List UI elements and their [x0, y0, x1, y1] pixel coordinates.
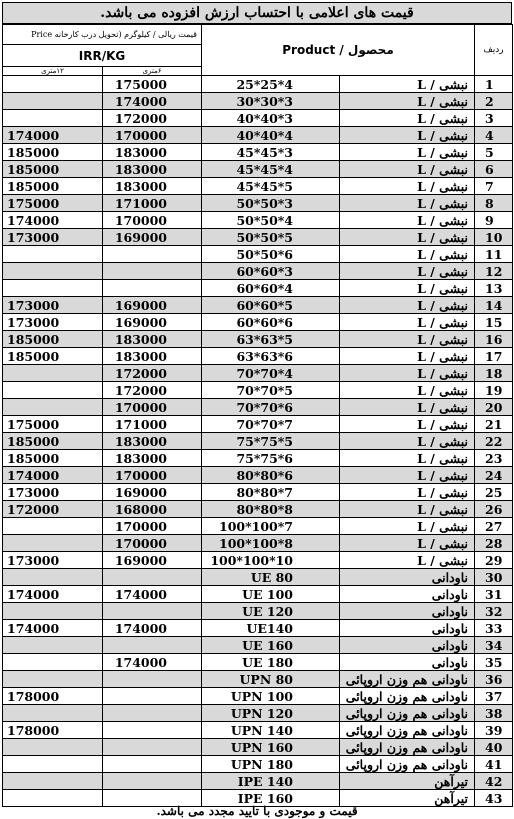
size-cell: 75*75*6 — [202, 450, 340, 467]
table-row — [3, 314, 513, 331]
length-12m-header: ۱۲متری — [3, 67, 103, 76]
product-cell: نبشی / L — [340, 297, 475, 314]
table-row — [3, 212, 513, 229]
table-row — [3, 705, 513, 722]
price-12m-cell — [3, 518, 103, 535]
index-cell: 21 — [475, 416, 513, 433]
table-row — [3, 263, 513, 280]
price-6m-cell: 174000 — [103, 654, 202, 671]
product-cell: ناودانی — [340, 603, 475, 620]
table-row — [3, 144, 513, 161]
product-cell: ناودانی — [340, 637, 475, 654]
price-12m-cell: 175000 — [3, 195, 103, 212]
price-6m-cell — [103, 722, 202, 739]
table-row — [3, 756, 513, 773]
price-table — [2, 24, 513, 807]
price-6m-cell: 170000 — [103, 399, 202, 416]
size-cell: UE 160 — [202, 637, 340, 654]
price-12m-cell: 173000 — [3, 297, 103, 314]
product-cell: نبشی / L — [340, 314, 475, 331]
product-cell: نبشی / L — [340, 467, 475, 484]
product-cell: نبشی / L — [340, 518, 475, 535]
price-6m-cell — [103, 756, 202, 773]
price-12m-cell — [3, 739, 103, 756]
size-cell: 70*70*7 — [202, 416, 340, 433]
price-6m-cell — [103, 246, 202, 263]
index-cell: 7 — [475, 178, 513, 195]
product-header — [202, 25, 475, 76]
price-6m-cell: 170000 — [103, 127, 202, 144]
table-row — [3, 773, 513, 790]
index-cell: 43 — [475, 790, 513, 807]
size-cell: 50*50*3 — [202, 195, 340, 212]
price-12m-cell — [3, 569, 103, 586]
price-12m-cell — [3, 382, 103, 399]
table-row — [3, 671, 513, 688]
index-cell: 22 — [475, 433, 513, 450]
index-cell: 17 — [475, 348, 513, 365]
table-row — [3, 280, 513, 297]
price-12m-cell: 174000 — [3, 127, 103, 144]
price-12m-cell — [3, 535, 103, 552]
price-12m-cell: 172000 — [3, 501, 103, 518]
price-6m-cell: 168000 — [103, 501, 202, 518]
price-6m-cell — [103, 773, 202, 790]
price-12m-cell — [3, 93, 103, 110]
size-cell: 80*80*8 — [202, 501, 340, 518]
product-cell: ناودانی هم وزن اروپائی — [340, 671, 475, 688]
footer-note: قیمت و موجودی با تایید مجدد می باشد. — [156, 804, 358, 818]
table-row — [3, 722, 513, 739]
product-cell: نبشی / L — [340, 178, 475, 195]
index-cell: 14 — [475, 297, 513, 314]
product-cell: نبشی / L — [340, 484, 475, 501]
product-cell: ناودانی هم وزن اروپائی — [340, 688, 475, 705]
index-cell: 31 — [475, 586, 513, 603]
size-cell: UE 80 — [202, 569, 340, 586]
index-cell: 28 — [475, 535, 513, 552]
price-12m-cell: 174000 — [3, 586, 103, 603]
price-12m-cell: 185000 — [3, 331, 103, 348]
table-row — [3, 484, 513, 501]
table-row — [3, 501, 513, 518]
size-cell: 60*60*4 — [202, 280, 340, 297]
price-12m-cell — [3, 399, 103, 416]
price-12m-cell: 173000 — [3, 552, 103, 569]
price-6m-cell: 183000 — [103, 161, 202, 178]
index-cell: 6 — [475, 161, 513, 178]
price-6m-cell: 170000 — [103, 212, 202, 229]
table-row — [3, 297, 513, 314]
product-cell: نبشی / L — [340, 195, 475, 212]
price-6m-cell: 170000 — [103, 518, 202, 535]
price-12m-cell: 185000 — [3, 348, 103, 365]
size-cell: 70*70*5 — [202, 382, 340, 399]
price-6m-cell — [103, 603, 202, 620]
size-cell: 25*25*4 — [202, 76, 340, 93]
index-cell: 20 — [475, 399, 513, 416]
product-cell: نبشی / L — [340, 246, 475, 263]
table-row — [3, 637, 513, 654]
price-6m-cell: 172000 — [103, 110, 202, 127]
index-cell: 23 — [475, 450, 513, 467]
index-cell: 25 — [475, 484, 513, 501]
size-cell: 50*50*6 — [202, 246, 340, 263]
price-12m-cell: 173000 — [3, 229, 103, 246]
product-header-en: Product / — [282, 43, 344, 57]
product-cell: نبشی / L — [340, 382, 475, 399]
size-cell: IPE 160 — [202, 790, 340, 807]
size-cell: 80*80*6 — [202, 467, 340, 484]
index-cell: 24 — [475, 467, 513, 484]
index-cell: 15 — [475, 314, 513, 331]
product-cell: نبشی / L — [340, 263, 475, 280]
size-cell: 80*80*7 — [202, 484, 340, 501]
index-cell: 8 — [475, 195, 513, 212]
size-cell: 45*45*4 — [202, 161, 340, 178]
price-12m-cell — [3, 263, 103, 280]
table-row — [3, 654, 513, 671]
table-row — [3, 76, 513, 93]
price-12m-cell: 185000 — [3, 161, 103, 178]
size-cell: UE 120 — [202, 603, 340, 620]
product-cell: نبشی / L — [340, 433, 475, 450]
size-cell: UPN 120 — [202, 705, 340, 722]
product-cell: نبشی / L — [340, 144, 475, 161]
product-cell: نبشی / L — [340, 331, 475, 348]
index-header: ردیف — [475, 25, 513, 76]
product-cell: نبشی / L — [340, 229, 475, 246]
product-cell: ناودانی هم وزن اروپائی — [340, 739, 475, 756]
product-cell: ناودانی هم وزن اروپائی — [340, 722, 475, 739]
size-cell: 60*60*5 — [202, 297, 340, 314]
price-6m-cell: 183000 — [103, 144, 202, 161]
price-6m-cell — [103, 671, 202, 688]
table-row — [3, 603, 513, 620]
size-cell: 70*70*6 — [202, 399, 340, 416]
price-6m-cell: 183000 — [103, 178, 202, 195]
price-12m-cell — [3, 654, 103, 671]
price-6m-cell: 183000 — [103, 433, 202, 450]
product-cell: نبشی / L — [340, 93, 475, 110]
index-cell: 34 — [475, 637, 513, 654]
product-cell: ناودانی — [340, 620, 475, 637]
product-cell: ناودانی — [340, 654, 475, 671]
index-cell: 12 — [475, 263, 513, 280]
table-row — [3, 365, 513, 382]
product-cell: نبشی / L — [340, 161, 475, 178]
table-row — [3, 127, 513, 144]
size-cell: 63*63*6 — [202, 348, 340, 365]
price-12m-cell: 173000 — [3, 484, 103, 501]
table-row — [3, 399, 513, 416]
product-header-fa: محصول — [347, 43, 394, 57]
product-cell: نبشی / L — [340, 450, 475, 467]
price-12m-cell — [3, 110, 103, 127]
price-6m-cell: 172000 — [103, 365, 202, 382]
price-6m-cell — [103, 688, 202, 705]
price-12m-cell — [3, 773, 103, 790]
price-6m-cell — [103, 739, 202, 756]
table-row — [3, 552, 513, 569]
index-cell: 4 — [475, 127, 513, 144]
table-row — [3, 586, 513, 603]
size-cell: 75*75*5 — [202, 433, 340, 450]
table-row — [3, 450, 513, 467]
product-cell: نبشی / L — [340, 501, 475, 518]
table-row — [3, 93, 513, 110]
table-row — [3, 569, 513, 586]
price-6m-cell: 183000 — [103, 348, 202, 365]
price-12m-cell: 178000 — [3, 722, 103, 739]
price-6m-cell: 175000 — [103, 76, 202, 93]
price-12m-cell — [3, 246, 103, 263]
price-12m-cell: 173000 — [3, 314, 103, 331]
table-row — [3, 739, 513, 756]
table-row — [3, 433, 513, 450]
product-cell: نبشی / L — [340, 110, 475, 127]
size-cell: UPN 80 — [202, 671, 340, 688]
product-cell: نبشی / L — [340, 552, 475, 569]
price-6m-cell — [103, 569, 202, 586]
vat-notice-banner: قیمت های اعلامی با احتساب ارزش افزوده می باشد. — [2, 2, 512, 24]
price-12m-cell: 175000 — [3, 416, 103, 433]
price-6m-cell — [103, 637, 202, 654]
index-cell: 42 — [475, 773, 513, 790]
product-cell: نبشی / L — [340, 365, 475, 382]
price-6m-cell: 172000 — [103, 382, 202, 399]
price-12m-cell: 185000 — [3, 178, 103, 195]
product-cell: تیرآهن — [340, 790, 475, 807]
price-12m-cell: 185000 — [3, 450, 103, 467]
product-cell: ناودانی — [340, 569, 475, 586]
index-cell: 37 — [475, 688, 513, 705]
product-cell: نبشی / L — [340, 76, 475, 93]
price-12m-cell: 185000 — [3, 144, 103, 161]
product-cell: نبشی / L — [340, 348, 475, 365]
length-6m-header: ۶متری — [103, 67, 202, 76]
price-12m-cell: 174000 — [3, 212, 103, 229]
price-6m-cell: 174000 — [103, 620, 202, 637]
size-cell: 63*63*5 — [202, 331, 340, 348]
price-12m-cell — [3, 671, 103, 688]
product-cell: نبشی / L — [340, 535, 475, 552]
table-row — [3, 620, 513, 637]
price-header: قیمت ریالی / کیلوگرم (تحویل درب کارخانه Price — [3, 25, 202, 45]
table-row — [3, 178, 513, 195]
size-cell: 50*50*4 — [202, 212, 340, 229]
index-cell: 1 — [475, 76, 513, 93]
index-cell: 40 — [475, 739, 513, 756]
price-6m-cell: 174000 — [103, 586, 202, 603]
table-row — [3, 382, 513, 399]
table-row — [3, 229, 513, 246]
index-cell: 5 — [475, 144, 513, 161]
price-6m-cell: 169000 — [103, 297, 202, 314]
size-cell: 60*60*3 — [202, 263, 340, 280]
index-cell: 16 — [475, 331, 513, 348]
index-cell: 30 — [475, 569, 513, 586]
size-cell: 40*40*4 — [202, 127, 340, 144]
size-cell: 45*45*3 — [202, 144, 340, 161]
price-6m-cell: 183000 — [103, 450, 202, 467]
table-row — [3, 161, 513, 178]
price-6m-cell: 169000 — [103, 552, 202, 569]
index-cell: 11 — [475, 246, 513, 263]
product-cell: نبشی / L — [340, 416, 475, 433]
index-cell: 2 — [475, 93, 513, 110]
table-row — [3, 535, 513, 552]
price-12m-cell: 174000 — [3, 620, 103, 637]
index-cell: 3 — [475, 110, 513, 127]
index-cell: 33 — [475, 620, 513, 637]
index-cell: 39 — [475, 722, 513, 739]
product-cell: نبشی / L — [340, 280, 475, 297]
price-6m-cell: 174000 — [103, 93, 202, 110]
product-cell: نبشی / L — [340, 127, 475, 144]
index-cell: 26 — [475, 501, 513, 518]
size-cell: 100*100*7 — [202, 518, 340, 535]
price-12m-cell — [3, 603, 103, 620]
size-cell: 70*70*4 — [202, 365, 340, 382]
size-cell: 100*100*10 — [202, 552, 340, 569]
price-6m-cell — [103, 263, 202, 280]
index-cell: 19 — [475, 382, 513, 399]
price-12m-cell — [3, 280, 103, 297]
price-6m-cell — [103, 705, 202, 722]
index-cell: 35 — [475, 654, 513, 671]
index-cell: 18 — [475, 365, 513, 382]
price-12m-cell: 185000 — [3, 433, 103, 450]
index-cell: 36 — [475, 671, 513, 688]
size-cell: UE 180 — [202, 654, 340, 671]
product-cell: ناودانی هم وزن اروپائی — [340, 705, 475, 722]
product-cell: ناودانی هم وزن اروپائی — [340, 756, 475, 773]
size-cell: UPN 180 — [202, 756, 340, 773]
product-cell: تیرآهن — [340, 773, 475, 790]
price-6m-cell: 169000 — [103, 229, 202, 246]
table-row — [3, 331, 513, 348]
index-cell: 10 — [475, 229, 513, 246]
unit-header: IRR/KG — [3, 45, 202, 67]
table-row — [3, 195, 513, 212]
table-row — [3, 348, 513, 365]
size-cell: 60*60*6 — [202, 314, 340, 331]
index-cell: 27 — [475, 518, 513, 535]
size-cell: UPN 160 — [202, 739, 340, 756]
price-12m-cell: 178000 — [3, 688, 103, 705]
price-6m-cell: 169000 — [103, 484, 202, 501]
index-cell: 13 — [475, 280, 513, 297]
table-row — [3, 416, 513, 433]
size-cell: 50*50*5 — [202, 229, 340, 246]
price-6m-cell: 183000 — [103, 331, 202, 348]
price-12m-cell: 174000 — [3, 467, 103, 484]
price-6m-cell: 171000 — [103, 416, 202, 433]
size-cell: 40*40*3 — [202, 110, 340, 127]
table-row — [3, 110, 513, 127]
product-cell: نبشی / L — [340, 399, 475, 416]
index-cell: 41 — [475, 756, 513, 773]
price-12m-cell — [3, 637, 103, 654]
index-cell: 29 — [475, 552, 513, 569]
size-cell: UE140 — [202, 620, 340, 637]
table-row — [3, 518, 513, 535]
product-cell: نبشی / L — [340, 212, 475, 229]
index-cell: 32 — [475, 603, 513, 620]
price-12m-cell — [3, 365, 103, 382]
size-cell: 45*45*5 — [202, 178, 340, 195]
size-cell: UE 100 — [202, 586, 340, 603]
price-12m-cell — [3, 756, 103, 773]
price-6m-cell: 170000 — [103, 467, 202, 484]
size-cell: 100*100*8 — [202, 535, 340, 552]
index-cell: 9 — [475, 212, 513, 229]
table-row — [3, 246, 513, 263]
price-6m-cell: 170000 — [103, 535, 202, 552]
size-cell: 30*30*3 — [202, 93, 340, 110]
size-cell: UPN 100 — [202, 688, 340, 705]
table-row — [3, 467, 513, 484]
price-12m-cell — [3, 76, 103, 93]
index-cell: 38 — [475, 705, 513, 722]
product-cell: ناودانی — [340, 586, 475, 603]
size-cell: UPN 140 — [202, 722, 340, 739]
size-cell: IPE 140 — [202, 773, 340, 790]
table-row — [3, 688, 513, 705]
price-6m-cell: 171000 — [103, 195, 202, 212]
price-12m-cell — [3, 705, 103, 722]
price-6m-cell — [103, 280, 202, 297]
price-6m-cell: 169000 — [103, 314, 202, 331]
